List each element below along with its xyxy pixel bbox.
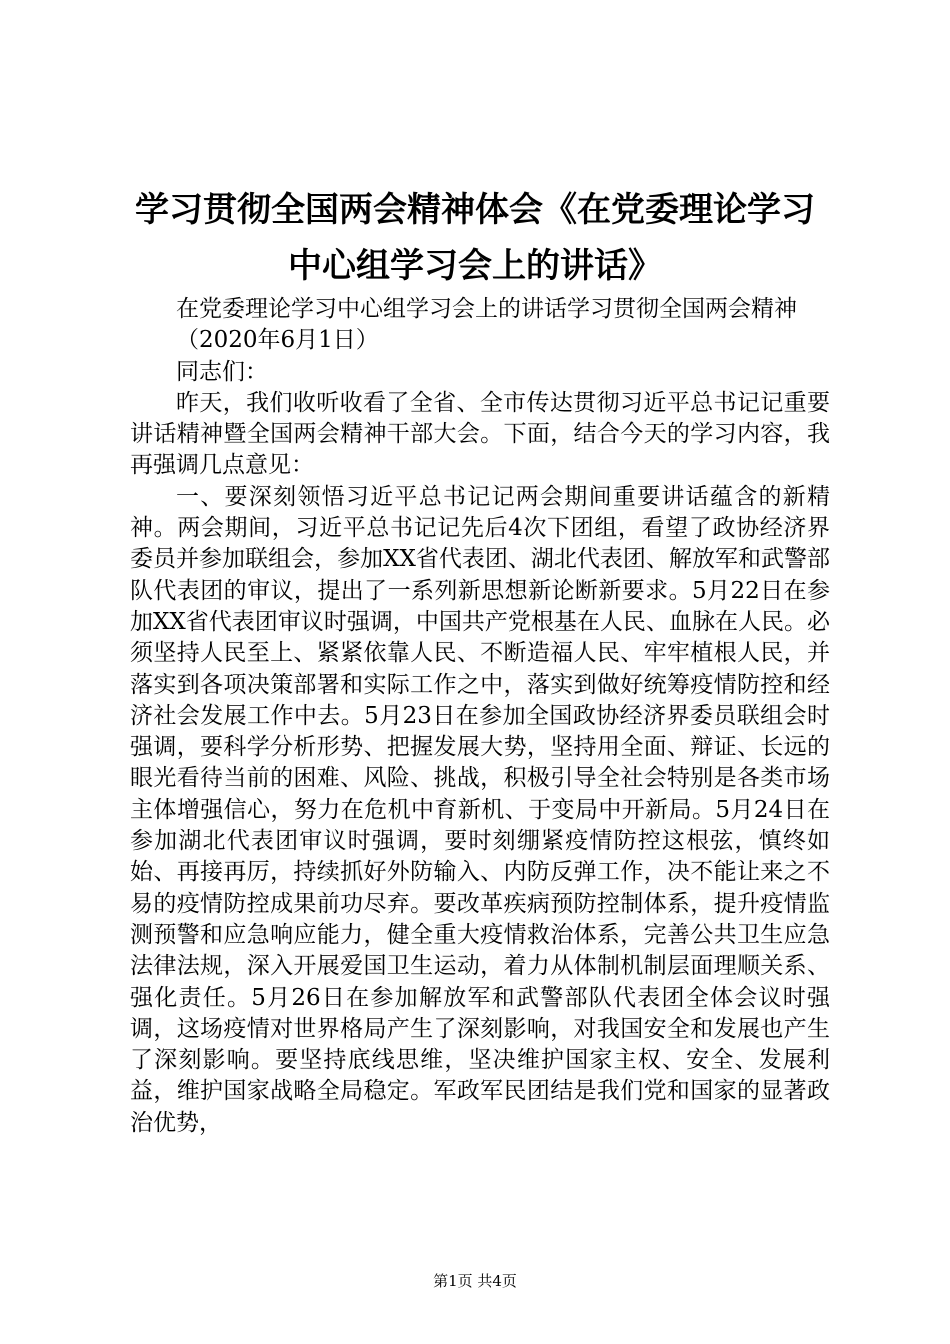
document-title-line-1: 学习贯彻全国两会精神体会《在党委理论学习 bbox=[135, 190, 815, 230]
paragraph-subtitle: 在党委理论学习中心组学习会上的讲话学习贯彻全国两会精神 bbox=[176, 296, 797, 322]
paragraph-salutation: 同志们： bbox=[176, 358, 268, 385]
document-title-line-2: 中心组学习会上的讲话》 bbox=[288, 246, 662, 286]
document-body bbox=[130, 294, 830, 1139]
page-footer: 第1页 共4页 bbox=[433, 1272, 517, 1290]
paragraph-date: （2020年6月1日） bbox=[176, 327, 379, 354]
paragraph-intro: 昨天，我们收听收看了全省、全市传达贯彻习近平总书记记重要讲话精神暨全国两会精神干部大会。下面，结合今天的学习内容，我再强调几点意见： bbox=[130, 389, 830, 479]
paragraph-section-one: 一、要深刻领悟习近平总书记记两会期间重要讲话蕴含的新精神。两会期间，习近平总书记记先后4次下团组，看望了政协经济界委员并参加联组会，参加XX省代表团、湖北代表团、解放军和武警部队代表团的审议，提出了一系列新思想新论断新要求。5月22日在参加XX省代表团审议时强调，中国共产党根基在人民、血脉在人民。必须坚持人民至上、紧紧依靠人民、不断造福人民、牢牢植根人民，并落实到各项决策部署和实际工作之中，落实到做好统筹疫情防控和经济社会发展工作中去。5月23日在参加全国政协经济界委员联组会时强调，要科学分析形势、把握发展大势，坚持用全面、辩证、长远的眼光看待当前的困难、风险、挑战，积极引导全社会特别是各类市场主体增强信心，努力在危机中育新机、于变局中开新局。5月24日在参加湖北代表团审议时强调，要时刻绷紧疫情防控这根弦，慎终如始、再接再厉，持续抓好外防输入、内防反弹工作，决不能让来之不易的疫情防控成果前功尽弃。要改革疾病预防控制体系，提升疫情监测预警和应急响应能力，健全重大疫情救治体系，完善公共卫生应急法律法规，深入开展爱国卫生运动，着力从体制机制层面理顺关系、强化责任。5月26日在参加解放军和武警部队代表团全体会议时强调，这场疫情对世界格局产生了深刻影响，对我国安全和发展也产生了深刻影响。要坚持底线思维，坚决维护国家主权、安全、发展利益，维护国家战略全局稳定。军政军民团结是我们党和国家的显著政治优势， bbox=[130, 483, 830, 1136]
